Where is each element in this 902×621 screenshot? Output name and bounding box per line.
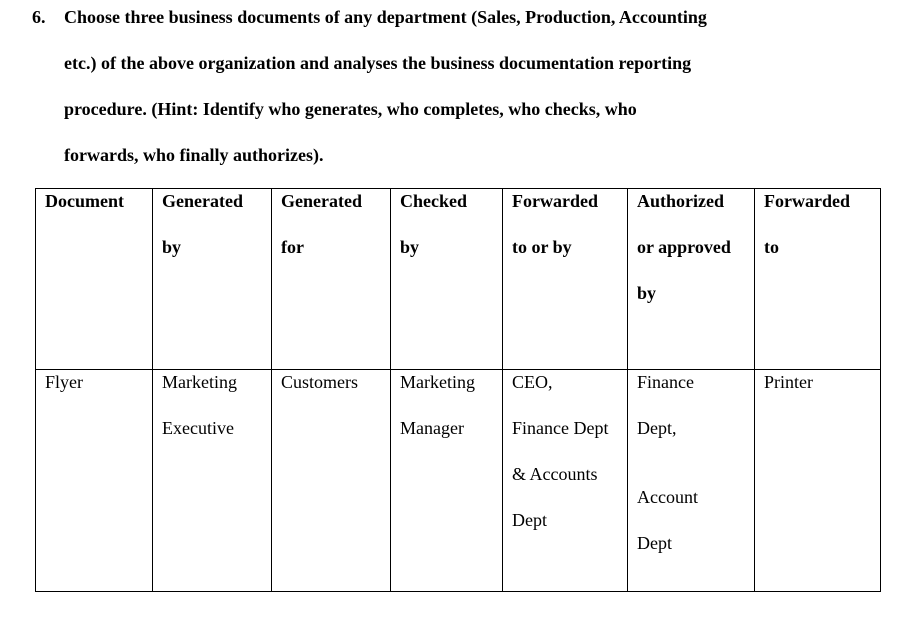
question-text-line-3: procedure. (Hint: Identify who generates, who completes, who checks, who xyxy=(64,99,637,119)
documentation-table xyxy=(35,188,881,592)
table-row xyxy=(36,370,881,592)
question-number: 6. xyxy=(32,7,46,27)
authorized-by-line-4: Dept xyxy=(637,533,672,553)
cell-generated-by: Marketing Executive xyxy=(153,370,272,592)
question-text-line-2: etc.) of the above organization and analyses the business documentation reporting xyxy=(64,53,692,73)
question-text-line-4: forwards, who finally authorizes). xyxy=(64,145,324,165)
authorized-by-line-3: Account xyxy=(637,487,698,507)
cell-forwarded-to: Printer xyxy=(755,370,881,592)
cell-document: Flyer xyxy=(36,370,153,592)
header-checked-by: Checked by xyxy=(391,189,503,370)
cell-forwarded-to-or-by: CEO, Finance Dept & Accounts Dept xyxy=(503,370,628,592)
cell-generated-for: Customers xyxy=(272,370,391,592)
authorized-by-line-2: Dept, xyxy=(637,418,677,438)
cell-authorized-by xyxy=(628,370,755,592)
header-document: Document xyxy=(36,189,153,370)
header-forwarded-to-or-by: Forwarded to or by xyxy=(503,189,628,370)
cell-checked-by: Marketing Manager xyxy=(391,370,503,592)
header-generated-by: Generated by xyxy=(153,189,272,370)
authorized-by-line-1: Finance xyxy=(637,372,694,392)
question-text-line-1: Choose three business documents of any department (Sales, Production, Accounting xyxy=(64,7,707,27)
table-header-row xyxy=(36,189,881,370)
header-forwarded-to: Forwarded to xyxy=(755,189,881,370)
header-generated-for: Generated for xyxy=(272,189,391,370)
header-authorized-by: Authorized or approved by xyxy=(628,189,755,370)
